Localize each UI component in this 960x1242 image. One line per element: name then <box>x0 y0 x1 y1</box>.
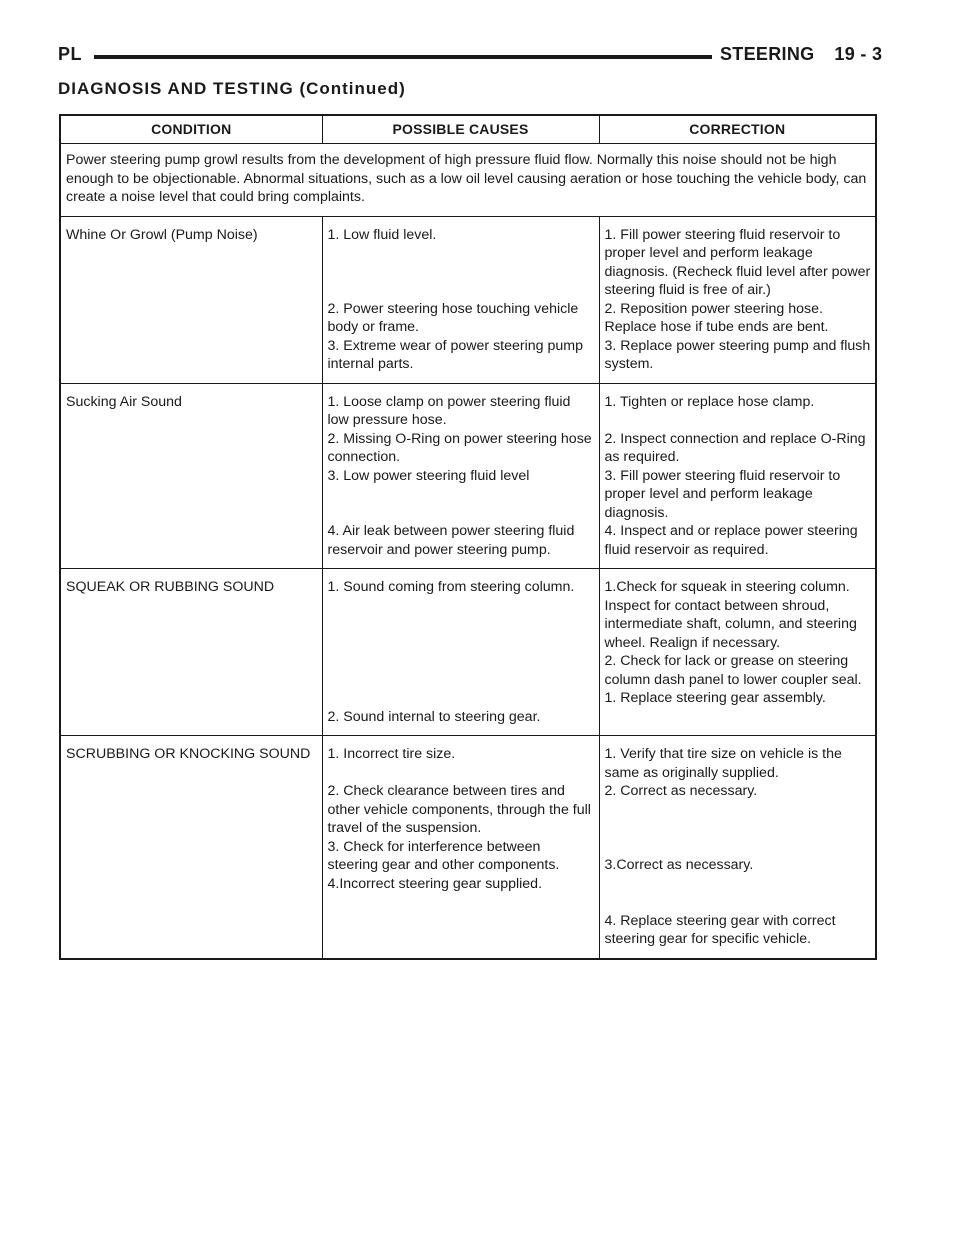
causes-cell <box>322 736 599 959</box>
cause-item: 2. Power steering hose touching vehicle body or frame. <box>327 300 579 335</box>
spacer <box>328 764 595 783</box>
correction-item: 1. Verify that tire size on vehicle is the same as originally supplied. <box>604 746 842 781</box>
correction-item: 1. Tighten or replace hose clamp. <box>604 393 815 410</box>
diagnosis-table-wrapper <box>59 114 875 960</box>
spacer <box>328 597 595 708</box>
column-header-correction: CORRECTION <box>599 115 876 144</box>
table-note-row <box>60 144 876 217</box>
correction-item: 3. Replace power steering pump and flush system. <box>604 337 871 372</box>
correction-item: 2. Check for lack or grease on steering column dash panel to lower coupler seal. <box>604 653 862 688</box>
header-left-code: PL <box>58 44 83 64</box>
cause-item: 3. Low power steering fluid level <box>327 467 530 484</box>
header-page-number: 19 - 3 <box>834 44 883 64</box>
condition-cell: Whine Or Growl (Pump Noise) <box>60 216 322 383</box>
correction-item: 1. Fill power steering fluid reservoir to proper level and perform leakage diagnosis. (Recheck fluid level after power steering fluid is free of air.) <box>604 226 871 298</box>
correction-item: 3. Fill power steering fluid reservoir to proper level and perform leakage diagnosis. <box>604 467 841 521</box>
section-title: DIAGNOSIS AND TESTING (Continued) <box>58 79 406 98</box>
condition-cell: Sucking Air Sound <box>60 383 322 569</box>
correction-item: 1. Replace steering gear assembly. <box>604 690 826 706</box>
table-row <box>60 383 876 569</box>
table-row <box>60 569 876 736</box>
header-rule <box>94 55 712 59</box>
correction-item: 2. Reposition power steering hose. Replace hose if tube ends are bent. <box>604 300 829 335</box>
header-section: STEERING <box>720 44 815 64</box>
causes-cell <box>322 569 599 736</box>
cause-item: 4. Air leak between power steering fluid reservoir and power steering pump. <box>327 523 575 558</box>
cause-item: 2. Sound internal to steering gear. <box>327 708 541 725</box>
cause-item: 3. Check for interference between steering gear and other components. <box>327 838 560 873</box>
cause-item: 1. Incorrect tire size. <box>327 746 456 762</box>
table-row <box>60 736 876 959</box>
correction-item: 1.Check for squeak in steering column. Inspect for contact between shroud, intermediate shaft, column, and steering wheel. Realign if necessary. <box>604 579 857 651</box>
spacer <box>605 411 872 430</box>
correction-item: 4. Replace steering gear with correct steering gear for specific vehicle. <box>604 912 836 947</box>
causes-cell <box>322 383 599 569</box>
spacer <box>328 244 595 300</box>
table-header-row <box>60 115 876 144</box>
correction-cell <box>599 569 876 736</box>
spacer <box>328 485 595 522</box>
correction-item: 2. Correct as necessary. <box>604 783 758 799</box>
cause-item: 1. Sound coming from steering column. <box>327 579 575 595</box>
spacer <box>605 875 872 912</box>
header-right <box>720 44 882 65</box>
cause-item: 3. Extreme wear of power steering pump internal parts. <box>327 337 583 372</box>
table-note: Power steering pump growl results from the development of high pressure fluid flow. Normally this noise should not be high enough to be objectionable. Abnormal situations, such as a low oil level causing aeration or hose touching the vehicle body, can create a noise level that could bring complaints. <box>60 144 876 217</box>
condition-cell: SCRUBBING OR KNOCKING SOUND <box>60 736 322 959</box>
condition-cell: SQUEAK OR RUBBING SOUND <box>60 569 322 736</box>
correction-item: 2. Inspect connection and replace O-Ring as required. <box>604 430 866 465</box>
correction-cell <box>599 216 876 383</box>
cause-item: 1. Loose clamp on power steering fluid low pressure hose. <box>327 393 571 428</box>
spacer <box>605 801 872 857</box>
cause-item: 4.Incorrect steering gear supplied. <box>327 875 543 892</box>
cause-item: 2. Missing O-Ring on power steering hose connection. <box>327 430 592 465</box>
column-header-condition: CONDITION <box>60 115 322 144</box>
diagnosis-table <box>59 114 877 960</box>
correction-cell <box>599 736 876 959</box>
table-row <box>60 216 876 383</box>
causes-cell <box>322 216 599 383</box>
correction-item: 3.Correct as necessary. <box>604 857 754 873</box>
correction-cell <box>599 383 876 569</box>
cause-item: 1. Low fluid level. <box>327 226 437 243</box>
column-header-causes: POSSIBLE CAUSES <box>322 115 599 144</box>
cause-item: 2. Check clearance between tires and other vehicle components, through the full travel of the suspension. <box>327 783 591 836</box>
correction-item: 4. Inspect and or replace power steering fluid reservoir as required. <box>604 523 858 558</box>
